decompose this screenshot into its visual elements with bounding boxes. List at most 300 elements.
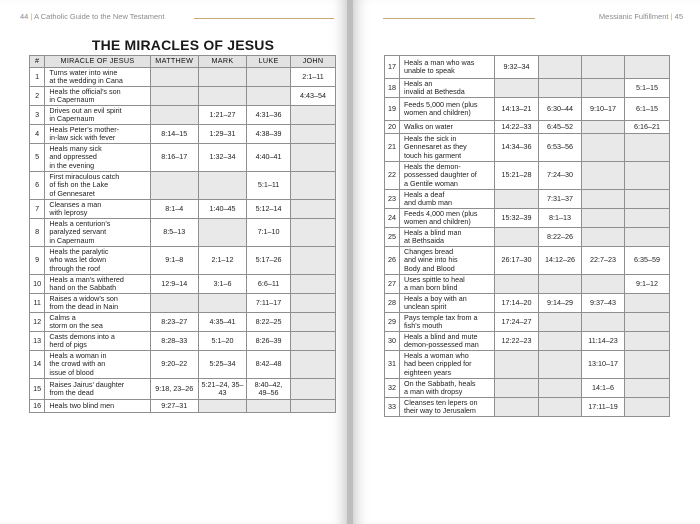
row-number: 19 — [385, 98, 400, 121]
luke-ref: 9:10–17 — [582, 98, 625, 121]
luke-ref — [582, 134, 625, 162]
description-line: Heals a man’s withered — [49, 274, 124, 284]
mark-ref — [539, 379, 582, 398]
luke-ref: 14:1–6 — [582, 379, 625, 398]
table-row — [30, 68, 336, 87]
matthew-ref: 8:1–4 — [150, 200, 198, 219]
luke-ref — [582, 162, 625, 190]
table-row — [385, 121, 670, 134]
left-running-header — [20, 12, 164, 21]
description-line: Calms a — [49, 312, 76, 322]
description-line: a man born blind — [404, 283, 458, 292]
john-ref: 6:16–21 — [625, 121, 670, 134]
table-row — [30, 313, 336, 332]
miracle-description — [45, 68, 150, 87]
miracles-table-left — [29, 55, 336, 413]
john-ref — [290, 172, 335, 200]
mark-ref — [198, 68, 246, 87]
luke-ref — [582, 275, 625, 294]
john-ref — [290, 200, 335, 219]
row-number: 22 — [385, 162, 400, 190]
table-row — [30, 106, 336, 125]
row-number: 28 — [385, 294, 400, 313]
miracle-description — [400, 134, 495, 162]
description-line: invalid at Bethesda — [404, 87, 465, 96]
table-row — [30, 332, 336, 351]
description-line: fish’s mouth — [404, 321, 443, 330]
table-row — [385, 209, 670, 228]
matthew-ref: 9:27–31 — [150, 400, 198, 413]
left-page-number: 44 — [20, 12, 29, 21]
matthew-ref: 14:34–36 — [495, 134, 539, 162]
book-title: A Catholic Guide to the New Testament — [34, 12, 165, 21]
description-line: Heals a woman in — [49, 350, 107, 360]
luke-ref: 7:1–10 — [247, 219, 291, 247]
description-line: Feeds 5,000 men (plus — [404, 99, 478, 109]
luke-ref — [247, 400, 291, 413]
john-ref — [290, 125, 335, 144]
miracle-description — [45, 125, 150, 144]
matthew-ref: 8:16–17 — [150, 144, 198, 172]
john-ref — [290, 219, 335, 247]
table-row — [30, 275, 336, 294]
luke-ref — [582, 313, 625, 332]
matthew-ref — [495, 398, 539, 417]
luke-ref — [582, 209, 625, 228]
luke-ref — [582, 121, 625, 134]
row-number: 1 — [30, 68, 45, 87]
description-line: Heals an — [404, 78, 433, 88]
mark-ref: 6:30–44 — [539, 98, 582, 121]
john-ref — [625, 228, 670, 247]
description-line: paralyzed servant — [49, 227, 107, 237]
description-line: Raises Jairus’ daughter — [49, 379, 125, 389]
john-ref: 6:1–15 — [625, 98, 670, 121]
matthew-ref: 15:21–28 — [495, 162, 539, 190]
mark-ref: 8:22–26 — [539, 228, 582, 247]
miracle-description — [45, 219, 150, 247]
row-number: 6 — [30, 172, 45, 200]
john-ref — [625, 351, 670, 379]
table-row — [30, 294, 336, 313]
matthew-ref — [495, 79, 539, 98]
table-row — [385, 313, 670, 332]
mark-ref: 5:1–20 — [198, 332, 246, 351]
table-row — [385, 247, 670, 275]
description-line: Heals the sick in — [404, 133, 457, 143]
luke-ref: 7:11–17 — [247, 294, 291, 313]
miracle-description — [400, 294, 495, 313]
table-row — [385, 79, 670, 98]
matthew-ref: 8:5–13 — [150, 219, 198, 247]
row-number: 7 — [30, 200, 45, 219]
matthew-ref: 14:22–33 — [495, 121, 539, 134]
mark-ref: 8:1–13 — [539, 209, 582, 228]
mark-ref: 5:25–34 — [198, 351, 246, 379]
luke-ref — [582, 79, 625, 98]
description-line: Turns water into wine — [49, 67, 118, 77]
mark-ref — [539, 275, 582, 294]
description-line: Heals the demon- — [404, 161, 461, 171]
mark-ref — [198, 219, 246, 247]
john-ref — [625, 162, 670, 190]
luke-ref: 11:14–23 — [582, 332, 625, 351]
john-ref — [290, 332, 335, 351]
row-number: 29 — [385, 313, 400, 332]
mark-ref — [198, 172, 246, 200]
mark-ref: 1:32–34 — [198, 144, 246, 172]
table-row — [30, 144, 336, 172]
description-line: and wine into his — [404, 255, 458, 265]
mark-ref: 4:35–41 — [198, 313, 246, 332]
miracle-description — [45, 379, 150, 400]
description-line: women and children) — [404, 108, 471, 117]
description-line: Walks on water — [404, 121, 453, 131]
matthew-ref: 15:32–39 — [495, 209, 539, 228]
description-line: Heals a man who was — [404, 57, 475, 67]
matthew-ref: 12:9–14 — [150, 275, 198, 294]
header-rule — [194, 18, 334, 19]
miracle-description — [45, 294, 150, 313]
john-ref — [625, 379, 670, 398]
table-row — [385, 134, 670, 162]
miracle-description — [400, 332, 495, 351]
mark-ref — [539, 313, 582, 332]
description-line: women and children) — [404, 217, 471, 226]
table-row — [385, 275, 670, 294]
row-number: 33 — [385, 398, 400, 417]
luke-ref: 5:17–26 — [247, 247, 291, 275]
matthew-ref: 12:22–23 — [495, 332, 539, 351]
miracle-description — [400, 275, 495, 294]
right-page-number: 45 — [674, 12, 683, 21]
table-row — [385, 98, 670, 121]
matthew-ref — [150, 172, 198, 200]
miracles-table-right — [384, 55, 670, 417]
row-number: 14 — [30, 351, 45, 379]
row-number: 31 — [385, 351, 400, 379]
table-row — [385, 398, 670, 417]
luke-ref: 4:38–39 — [247, 125, 291, 144]
luke-ref: 22:7–23 — [582, 247, 625, 275]
description-line: a man with dropsy — [404, 387, 463, 396]
john-ref — [290, 400, 335, 413]
mark-ref: 1:29–31 — [198, 125, 246, 144]
matthew-ref — [495, 351, 539, 379]
description-line: Heals the official’s son — [49, 86, 121, 96]
miracle-description — [400, 228, 495, 247]
john-ref — [625, 313, 670, 332]
chapter-title: Messianic Fulfillment — [598, 12, 669, 21]
mark-ref — [198, 400, 246, 413]
mark-ref: 6:53–56 — [539, 134, 582, 162]
description-line: a Gentile woman — [404, 178, 458, 188]
matthew-ref: 14:13–21 — [495, 98, 539, 121]
miracle-description — [400, 121, 495, 134]
mark-ref: 9:14–29 — [539, 294, 582, 313]
row-number: 10 — [30, 275, 45, 294]
miracle-description — [45, 87, 150, 106]
mark-ref: 1:40–45 — [198, 200, 246, 219]
description-line: and oppressed — [49, 152, 97, 162]
mark-ref: 7:31–37 — [539, 190, 582, 209]
miracle-description — [45, 332, 150, 351]
description-line: of fish on the Lake — [49, 180, 109, 190]
header-rule — [383, 18, 535, 19]
table-title: THE MIRACLES OF JESUS — [91, 37, 275, 53]
description-line: touch his garment — [404, 150, 462, 160]
row-number: 15 — [30, 379, 45, 400]
table-row — [385, 379, 670, 398]
col-header-luke: LUKE — [247, 56, 291, 68]
miracle-description — [400, 190, 495, 209]
description-line: at Bethsaida — [404, 236, 444, 245]
matthew-ref — [495, 190, 539, 209]
miracle-description — [45, 172, 150, 200]
matthew-ref: 8:14–15 — [150, 125, 198, 144]
miracle-description — [400, 398, 495, 417]
john-ref — [290, 275, 335, 294]
table-row — [385, 190, 670, 209]
miracle-description — [45, 313, 150, 332]
luke-ref: 4:40–41 — [247, 144, 291, 172]
table-row — [30, 87, 336, 106]
description-line: in Capernaum — [49, 95, 95, 104]
description-line: demon-possessed man — [404, 340, 479, 349]
description-line: unclean spirit — [404, 302, 447, 311]
table-row — [30, 379, 336, 400]
col-header-mark: MARK — [198, 56, 246, 68]
row-number: 9 — [30, 247, 45, 275]
description-line: Pays temple tax from a — [404, 312, 478, 322]
table-row — [30, 125, 336, 144]
table-row — [30, 400, 336, 413]
description-line: possessed daughter of — [404, 170, 477, 180]
miracle-description — [400, 379, 495, 398]
miracle-description — [400, 98, 495, 121]
description-line: issue of blood — [49, 367, 94, 377]
mark-ref: 7:24–30 — [539, 162, 582, 190]
matthew-ref: 17:24–27 — [495, 313, 539, 332]
matthew-ref: 9:18, 23–26 — [150, 379, 198, 400]
row-number: 21 — [385, 134, 400, 162]
header-separator: | — [30, 12, 33, 21]
row-number: 8 — [30, 219, 45, 247]
table-header-row — [30, 56, 336, 68]
description-line: Cleanses ten lepers on — [404, 397, 478, 407]
luke-ref: 8:22–25 — [247, 313, 291, 332]
description-line: Heals the paralytic — [49, 246, 109, 256]
miracle-description — [45, 106, 150, 125]
luke-ref: 5:12–14 — [247, 200, 291, 219]
john-ref — [625, 190, 670, 209]
matthew-ref — [495, 275, 539, 294]
luke-ref — [582, 228, 625, 247]
mark-ref — [539, 351, 582, 379]
luke-ref: 9:37–43 — [582, 294, 625, 313]
description-line: Heals a woman who — [404, 350, 469, 360]
matthew-ref — [495, 228, 539, 247]
description-line: Heals a blind and mute — [404, 331, 478, 341]
mark-ref: 3:1–6 — [198, 275, 246, 294]
luke-ref: 17:11–19 — [582, 398, 625, 417]
description-line: in-law sick with fever — [49, 133, 116, 142]
table-row — [385, 228, 670, 247]
table-row — [30, 247, 336, 275]
table-row — [385, 56, 670, 79]
matthew-ref: 9:20–22 — [150, 351, 198, 379]
description-line: Casts demons into a — [49, 331, 115, 341]
mark-ref: 6:45–52 — [539, 121, 582, 134]
miracle-description — [400, 162, 495, 190]
miracle-description — [400, 351, 495, 379]
row-number: 3 — [30, 106, 45, 125]
john-ref: 5:1–15 — [625, 79, 670, 98]
mark-ref — [198, 87, 246, 106]
description-line: Raises a widow’s son — [49, 293, 118, 303]
john-ref: 6:35–59 — [625, 247, 670, 275]
john-ref — [290, 106, 335, 125]
description-line: had been crippled for — [404, 359, 472, 369]
mark-ref — [539, 398, 582, 417]
table-row — [385, 294, 670, 313]
john-ref — [290, 294, 335, 313]
john-ref — [625, 209, 670, 228]
matthew-ref — [150, 87, 198, 106]
table-row — [30, 351, 336, 379]
matthew-ref: 17:14–20 — [495, 294, 539, 313]
description-line: with leprosy — [49, 208, 88, 217]
matthew-ref: 26:17–30 — [495, 247, 539, 275]
description-line: Body and Blood — [404, 263, 455, 273]
john-ref — [625, 398, 670, 417]
matthew-ref: 8:28–33 — [150, 332, 198, 351]
miracle-description — [45, 351, 150, 379]
miracle-description — [400, 313, 495, 332]
table-row — [385, 351, 670, 379]
row-number: 11 — [30, 294, 45, 313]
luke-ref — [247, 68, 291, 87]
description-line: Gennesaret as they — [404, 142, 467, 152]
col-header-matthew: MATTHEW — [150, 56, 198, 68]
table-row — [385, 332, 670, 351]
luke-ref — [247, 87, 291, 106]
mark-ref — [539, 79, 582, 98]
description-line: at the wedding in Cana — [49, 76, 123, 85]
luke-ref: 6:6–11 — [247, 275, 291, 294]
description-line: through the roof — [49, 263, 101, 273]
row-number: 2 — [30, 87, 45, 106]
john-ref — [290, 379, 335, 400]
right-running-header — [599, 12, 683, 21]
matthew-ref — [150, 68, 198, 87]
row-number: 16 — [30, 400, 45, 413]
description-line: herd of pigs — [49, 340, 87, 349]
matthew-ref — [495, 379, 539, 398]
matthew-ref — [150, 294, 198, 313]
description-line: Heals many sick — [49, 143, 102, 153]
description-line: Heals a deaf — [404, 189, 445, 199]
description-line: their way to Jerusalem — [404, 406, 476, 415]
matthew-ref: 9:1–8 — [150, 247, 198, 275]
john-ref — [290, 144, 335, 172]
miracle-description — [45, 400, 150, 413]
luke-ref: 8:40–42, 49–56 — [247, 379, 291, 400]
description-line: in Capernaum — [49, 235, 95, 245]
row-number: 12 — [30, 313, 45, 332]
description-line: and dumb man — [404, 198, 452, 207]
description-line: Feeds 4,000 men (plus — [404, 208, 478, 218]
miracle-description — [400, 209, 495, 228]
miracle-description — [45, 247, 150, 275]
description-line: Cleanses a man — [49, 199, 102, 209]
row-number: 20 — [385, 121, 400, 134]
description-line: eighteen years — [404, 367, 452, 377]
description-line: storm on the sea — [49, 321, 103, 330]
luke-ref: 13:10–17 — [582, 351, 625, 379]
row-number: 5 — [30, 144, 45, 172]
col-header-number: # — [30, 56, 45, 68]
matthew-ref: 8:23–27 — [150, 313, 198, 332]
row-number: 25 — [385, 228, 400, 247]
miracle-description — [45, 144, 150, 172]
table-row — [385, 162, 670, 190]
description-line: hand on the Sabbath — [49, 283, 117, 292]
description-line: On the Sabbath, heals — [404, 378, 476, 388]
john-ref — [290, 313, 335, 332]
col-header-john: JOHN — [290, 56, 335, 68]
description-line: in the evening — [49, 160, 95, 170]
description-line: Heals a centurion’s — [49, 218, 111, 228]
mark-ref — [198, 294, 246, 313]
row-number: 32 — [385, 379, 400, 398]
row-number: 13 — [30, 332, 45, 351]
luke-ref: 4:31–36 — [247, 106, 291, 125]
mark-ref: 5:21–24, 35–43 — [198, 379, 246, 400]
row-number: 18 — [385, 79, 400, 98]
description-line: from the dead — [49, 388, 94, 397]
john-ref — [290, 247, 335, 275]
luke-ref — [582, 190, 625, 209]
table-row — [30, 172, 336, 200]
row-number: 24 — [385, 209, 400, 228]
description-line: unable to speak — [404, 66, 455, 75]
john-ref — [625, 56, 670, 79]
matthew-ref — [150, 106, 198, 125]
description-line: the crowd with an — [49, 359, 106, 369]
mark-ref — [539, 56, 582, 79]
row-number: 30 — [385, 332, 400, 351]
description-line: from the dead in Nain — [49, 302, 119, 311]
luke-ref: 8:26–39 — [247, 332, 291, 351]
description-line: of Gennesaret — [49, 188, 95, 198]
mark-ref — [539, 332, 582, 351]
description-line: Uses spittle to heal — [404, 274, 465, 284]
matthew-ref: 9:32–34 — [495, 56, 539, 79]
description-line: who was let down — [49, 255, 107, 265]
miracle-description — [400, 56, 495, 79]
row-number: 23 — [385, 190, 400, 209]
row-number: 4 — [30, 125, 45, 144]
miracle-description — [45, 200, 150, 219]
row-number: 26 — [385, 247, 400, 275]
description-line: in Capernaum — [49, 114, 95, 123]
description-line: First miraculous catch — [49, 171, 120, 181]
col-header-miracle: MIRACLE OF JESUS — [45, 56, 150, 68]
description-line: Heals Peter’s mother- — [49, 124, 119, 134]
john-ref: 4:43–54 — [290, 87, 335, 106]
miracle-description — [400, 79, 495, 98]
